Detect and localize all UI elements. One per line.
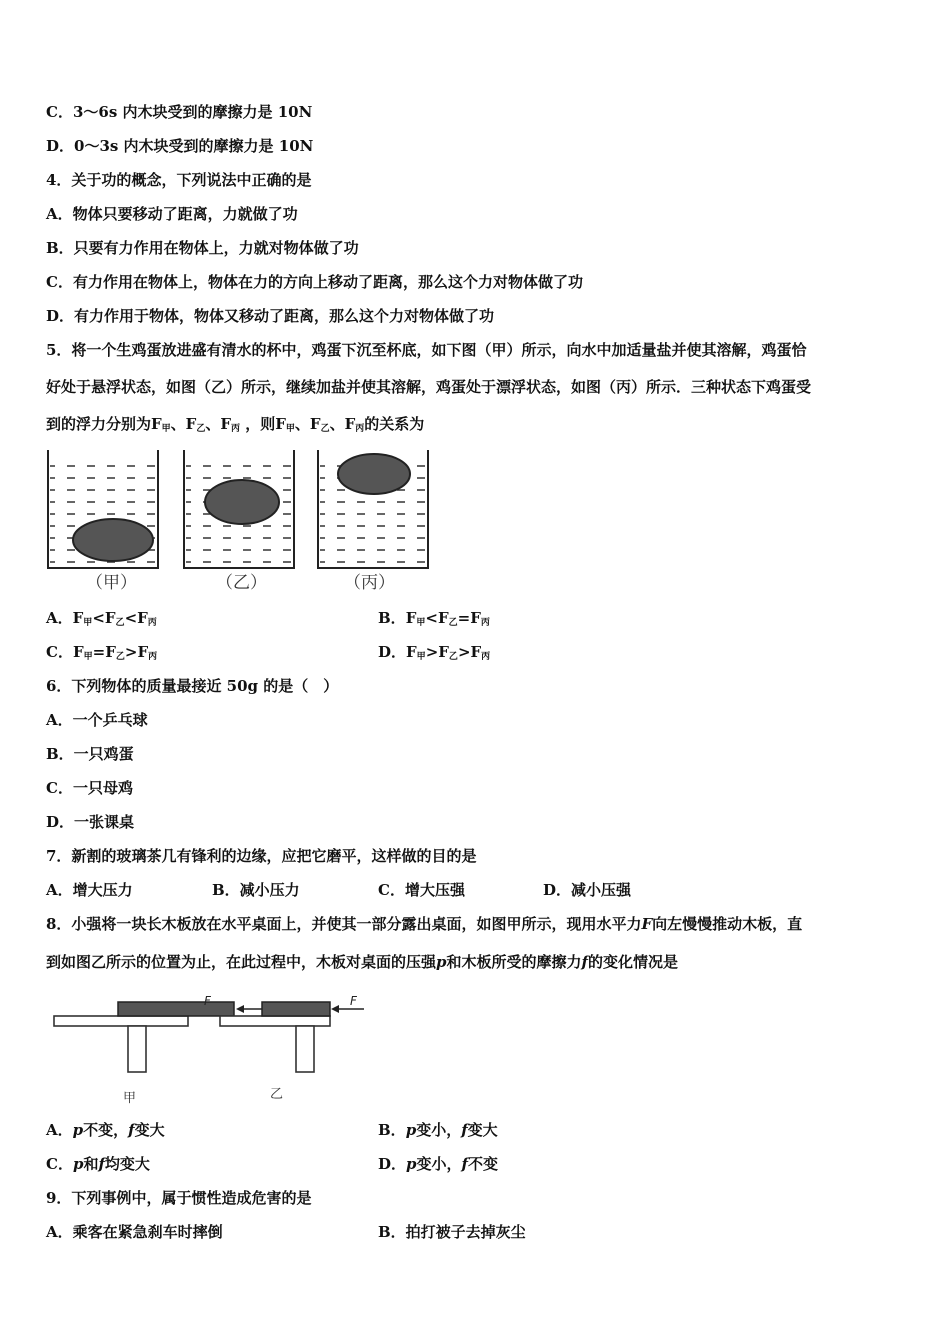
table-leg-jia (128, 1026, 146, 1072)
q7-option-d: D．减小压强 (543, 881, 632, 899)
cup-bing (318, 450, 428, 568)
label-jia: （甲） (86, 573, 137, 593)
cup-yi (184, 450, 294, 568)
q5-option-b: B．$F_甲<F_乙=F_丙$ (378, 609, 490, 628)
q7-option-c: C．增大压强 (378, 881, 465, 899)
table-leg-yi (296, 1026, 314, 1072)
q8-board-table-figure (50, 990, 380, 1108)
q7-option-a: A．增大压力 (46, 881, 133, 899)
q4-stem: 4．关于功的概念，下列说法中正确的是 (46, 171, 312, 189)
q4-option-c: C．有力作用在物体上，物体在力的方向上移动了距离，那么这个力对物体做了功 (46, 273, 583, 291)
q9-option-a: A．乘客在紧急刹车时摔倒 (46, 1223, 223, 1241)
setup-jia (54, 994, 270, 1106)
q5-stem-line2: 好处于悬浮状态，如图（乙）所示，继续加盐并使其溶解，鸡蛋处于漂浮状态，如图（丙）所示．三种状态下鸡蛋受 (46, 378, 812, 396)
q5-option-a: A．$F_甲<F_乙<F_丙$ (46, 609, 157, 628)
label-bing: （丙） (344, 573, 395, 593)
q8-option-d: D．p变小，f不变 (378, 1155, 498, 1173)
q6-stem: 6．下列物体的质量最接近 50g 的是（ ） (46, 677, 339, 695)
q6-option-a: A．一个乒乓球 (46, 711, 148, 729)
q6-option-b: B．一只鸡蛋 (46, 745, 134, 763)
label-yi: 乙 (270, 1087, 284, 1102)
label-yi: （乙） (216, 573, 267, 593)
egg-yi (205, 480, 279, 524)
table-top-jia (54, 1016, 188, 1026)
q5-stem-line1: 5．将一个生鸡蛋放进盛有清水的杯中，鸡蛋下沉至杯底，如下图（甲）所示，向水中加适量盐并使其溶解，鸡蛋恰 (46, 341, 807, 359)
q5-egg-cups-figure (44, 448, 430, 596)
cup-jia (48, 450, 158, 568)
q4-option-d: D．有力作用于物体，物体又移动了距离，那么这个力对物体做了功 (46, 307, 495, 325)
force-label-yi: F (350, 994, 357, 1008)
q7-option-b: B．减小压力 (212, 881, 300, 899)
q9-stem: 9．下列事例中，属于惯性造成危害的是 (46, 1189, 312, 1207)
q3-option-c: C．3～6s 内木块受到的摩擦力是 10N (46, 103, 313, 121)
q3-option-d: D．0～3s 内木块受到的摩擦力是 10N (46, 137, 314, 155)
q7-stem: 7．新割的玻璃茶几有锋利的边缘，应把它磨平，这样做的目的是 (46, 847, 477, 865)
q6-option-d: D．一张课桌 (46, 813, 135, 831)
table-top-yi (220, 1016, 330, 1026)
force-label-jia: F (204, 994, 211, 1008)
q5-option-d: D．$F_甲>F_乙>F_丙$ (378, 643, 491, 662)
q6-option-c: C．一只母鸡 (46, 779, 133, 797)
q5-stem-line3: 到的浮力分别为$F_甲$、$F_乙$、$F_丙$ ，则$F_甲$、$F_乙$、$F_丙$的关系为 (46, 415, 425, 434)
q8-option-b: B．p变小，f变大 (378, 1121, 498, 1139)
q5-option-c: C．$F_甲=F_乙>F_丙$ (46, 643, 158, 662)
label-jia: 甲 (123, 1091, 137, 1106)
board-yi (262, 1002, 330, 1016)
q4-option-b: B．只要有力作用在物体上，力就对物体做了功 (46, 239, 359, 257)
egg-jia (73, 519, 153, 561)
board-jia (118, 1002, 234, 1016)
q8-option-a: A．p不变，f变大 (46, 1121, 165, 1139)
q8-option-c: C．p和f均变大 (46, 1155, 150, 1173)
q4-option-a: A．物体只要移动了距离，力就做了功 (46, 205, 298, 223)
q9-option-b: B．拍打被子去掉灰尘 (378, 1223, 526, 1241)
egg-bing (338, 454, 410, 494)
q8-stem-line1: 8．小强将一块长木板放在水平桌面上，并使其一部分露出桌面，如图甲所示，现用水平力F向左慢慢推动木板，直 (46, 915, 803, 933)
q8-stem-line2: 到如图乙所示的位置为止，在此过程中，木板对桌面的压强p和木板所受的摩擦力f的变化情况是 (46, 953, 678, 971)
